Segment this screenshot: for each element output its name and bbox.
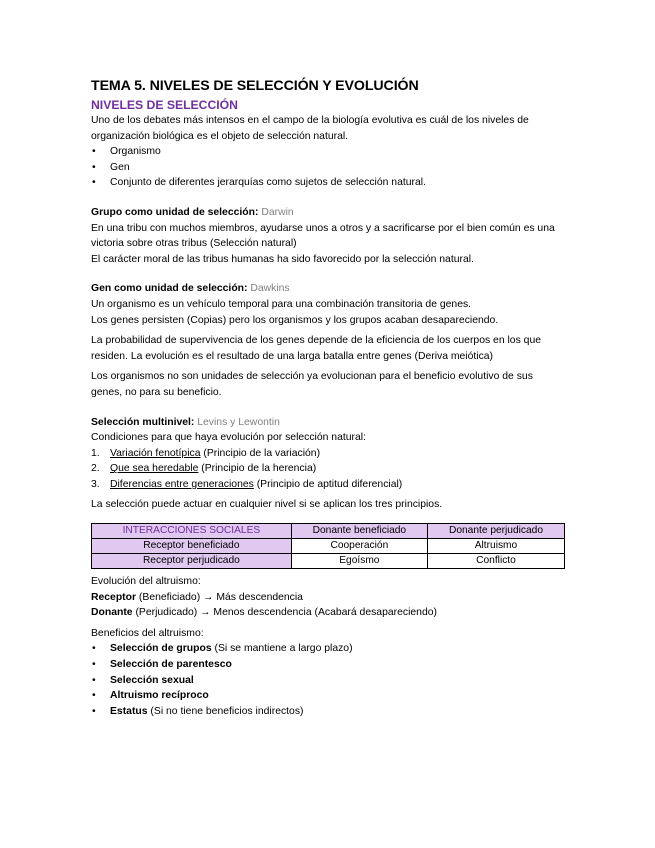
group-author: Darwin	[261, 206, 294, 218]
gene-paragraph-1: La probabilidad de supervivencia de los genes depende de la eficiencia de los cuerpos en los que residen. La evolución es el resultado de una larga batalla entre genes (Deriva meiótica)	[91, 335, 541, 362]
group-label: Grupo como unidad de selección:	[91, 206, 259, 218]
gene-label: Gen como unidad de selección:	[91, 283, 248, 295]
section-heading: NIVELES DE SELECCIÓN	[91, 98, 238, 112]
table-row	[92, 554, 565, 569]
gene-heading	[91, 281, 565, 297]
list-item: 3. Diferencias entre generaciones (Principio de aptitud diferencial)	[91, 478, 403, 490]
interactions-table	[91, 523, 565, 569]
list-item: • Altruismo recíproco	[91, 688, 565, 704]
table-row	[92, 524, 565, 539]
donante-line: Donante (Perjudicado) → Menos descendencia (Acabará desapareciendo)	[91, 607, 437, 619]
table-cell: Egoísmo	[291, 554, 427, 569]
table-row-label: Receptor beneficiado	[92, 539, 292, 554]
conclusion: La selección puede actuar en cualquier nivel si se aplican los tres principios.	[91, 499, 443, 511]
multilevel-label: Selección multinivel:	[91, 416, 195, 428]
benefits-list	[91, 641, 565, 719]
group-line-1: En una tribu con muchos miembros, ayudarse unos a otros y a sacrificarse por el bien común es una victoria sobre otras tribus (Selección natural)	[91, 222, 555, 250]
page-title: TEMA 5. NIVELES DE SELECCIÓN Y EVOLUCIÓN	[91, 78, 419, 94]
list-item: • Gen	[91, 160, 565, 176]
conditions-list	[91, 446, 565, 493]
list-item: • Conjunto de diferentes jerarquías como sujetos de selección natural.	[91, 175, 565, 191]
table-cell: Cooperación	[291, 539, 427, 554]
multilevel-heading	[91, 415, 565, 431]
receptor-line: Receptor (Beneficiado) → Más descendencia	[91, 591, 303, 603]
table-row-label: Receptor perjudicado	[92, 554, 292, 569]
list-item: 2. Que sea heredable (Principio de la herencia)	[91, 463, 317, 475]
levels-list	[91, 144, 565, 191]
table-cell: Conflicto	[427, 554, 564, 569]
list-item: • Selección de parentesco	[91, 657, 565, 673]
multilevel-authors: Levins y Lewontin	[197, 416, 280, 428]
group-heading	[91, 205, 565, 221]
list-item: • Selección sexual	[91, 673, 565, 689]
list-item: • Organismo	[91, 144, 565, 160]
table-header-cell: Donante perjudicado	[427, 524, 564, 539]
gene-paragraph-2: Los organismos no son unidades de selección ya evolucionan para el beneficio evolutivo de sus genes, no para su beneficio.	[91, 371, 533, 398]
list-item: • Selección de grupos (Si se mantiene a largo plazo)	[91, 641, 565, 657]
conditions-intro: Condiciones para que haya evolución por selección natural:	[91, 432, 366, 444]
table-header-cell: Donante beneficiado	[291, 524, 427, 539]
table-row	[92, 539, 565, 554]
list-item: 1. Variación fenotípica (Principio de la variación)	[91, 447, 321, 459]
list-item: • Estatus (Si no tiene beneficios indirectos)	[91, 704, 565, 720]
gene-author: Dawkins	[250, 283, 290, 295]
gene-line-2: Los genes persisten (Copias) pero los organismos y los grupos acaban desapareciendo.	[91, 314, 499, 326]
table-cell: Altruismo	[427, 539, 564, 554]
table-header-cell: INTERACCIONES SOCIALES	[92, 524, 292, 539]
gene-line-1: Un organismo es un vehículo temporal para una combinación transitoria de genes.	[91, 298, 472, 310]
benefits-title: Beneficios del altruismo:	[91, 627, 204, 639]
document-page	[91, 77, 565, 719]
altruism-title: Evolución del altruismo:	[91, 576, 201, 588]
intro-paragraph: Uno de los debates más intensos en el campo de la biología evolutiva es cuál de los niveles de organización biológica es el objeto de selección natural.	[91, 115, 529, 142]
group-line-2: El carácter moral de las tribus humanas ha sido favorecido por la selección natural.	[91, 253, 474, 265]
